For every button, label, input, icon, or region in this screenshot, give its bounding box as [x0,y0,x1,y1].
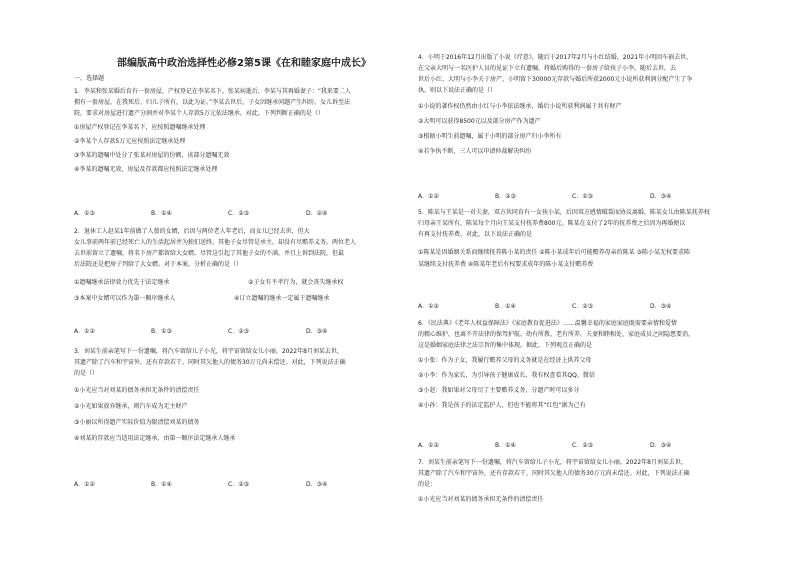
question-2-option: ③本案中女婿可以作为第一顺序继承人 [74,295,176,302]
choice-a[interactable]: A．①② [74,481,95,488]
choice-c[interactable]: C．②③ [228,481,249,488]
question-2-line: 后法院还是把房子判给了大女婿。对于本案，分析正确的是（） [74,261,243,268]
choice-d[interactable]: D．③④ [306,481,328,488]
question-6-option: ④小孙：我是孩子的法定监护人，但也不能将其“红包”据为己有 [418,402,586,409]
question-5-line: 有再支付抚养费。对此，以下说法正确的是 [418,231,533,238]
question-2-option: ④订立遗嘱的继承一定属于遗嘱继承 [234,295,330,302]
question-7-line: 7．刘某生前亲笔写下一份遗嘱，将汽车留给儿子小光，将宇宙留给女儿小丽。2022年8月刘某去世， [418,459,687,466]
question-3-option: ②小光如果放弃继承，则汽车成为无主财产 [74,403,188,410]
question-1-line: 拥有一套房屋，在我死后，归儿子所有，以此为证。”李某去世后，子女因继承问题产生纠纷。女儿诉至法 [74,99,351,106]
question-1-option: ③李某的遗嘱中处分了张某对房屋的份额，该部分遗嘱无效 [74,152,230,159]
choice-c[interactable]: C．②③ [228,210,249,217]
question-4-line: 4．小明于2016年12月出版了小说《疗意》，随后于2017年2月与小红结婚，2021年小明因车祸去世， [418,54,693,61]
choice-a[interactable]: A．①② [418,303,439,310]
question-3-option: ④刘某的存款应当适用法定继承，由第一顺序法定继承人继承 [74,435,236,442]
question-2-line: 2．退休工人赵某1年前做了人赘的女婿，后因与两位老人年老后，而女儿已经去世，但大 [74,228,310,235]
question-5-line: 归母亲王某所有，陈某每个月向王某支付抚养费800元。陈某在支付了2年的抚养费之后因为再婚便以 [418,220,686,227]
choice-c[interactable]: C．①③ [572,193,593,200]
question-7-line: 其遗产除了汽车和宇宙外，还有存款若干，同时其欠他人的债务30万元尚未偿还。对此，下列说法正确 [418,470,690,477]
question-3-line: 的是（） [74,370,99,377]
choice-d[interactable]: D．③④ [650,442,672,449]
question-6-line: 的精心维护，也离不开法律的保驾护航。幼有所教、老有所养、夫妻和睦相处、家庭成员之间隐患要消， [418,331,695,338]
question-1-line: 1．李某和张某婚后育有一套房屋，产权登记在李某名下。张某病逝后，李某与其再婚妻子：“我来要二人 [74,88,351,95]
question-3-option: ③小丽以所得遗产实际价值为限清偿刘某的债务 [74,419,200,426]
choice-a[interactable]: A．①② [418,442,439,449]
choice-d[interactable]: D．③④ [650,303,672,310]
question-4-option: ③根据小明生前遗嘱，属于小明的部分房产归小李所有 [418,133,562,140]
choice-b[interactable]: B．①③ [151,328,172,335]
question-6-option: ③小赵：我如果对父母尽了主要赡养义务，分遗产时可以多分 [418,387,580,394]
question-2-option: ①遗嘱继承法律效力优先于法定继承 [74,279,170,286]
question-1-option: ④李某的遗嘱无效，房屋及存款都应按照法定继承处理 [74,166,218,173]
choice-c[interactable]: C．②③ [228,328,249,335]
question-3-line: 其遗产除了汽车和宇宙外，还有存款若干，同时其欠他人的债务30万元尚未偿还。对此，下列说法正确 [74,359,346,366]
question-3-option: ①小光应当对刘某的债务承担无条件的清偿责任 [74,387,200,394]
question-6-option: ①小张：作为子女，我履行赡养父母的义务就是在经济上供养父母 [418,357,592,364]
question-7-line: 的是： [418,481,437,488]
choice-c[interactable]: C．②③ [572,303,593,310]
question-4-line: 执，则以下说法正确的是（） [418,87,497,94]
question-4-option: ④若争执不断，三人可以申请仲裁解决纠纷 [418,148,532,155]
question-2-line: 女儿事前两年前已经死亡人的生活起居并为独们送终。其他子女尽管是承主，却没有尽赡养义务。两位老人 [74,239,357,246]
choice-b[interactable]: B．①④ [495,442,516,449]
choice-d[interactable]: D．②④ [306,210,328,217]
choice-d[interactable]: D．③④ [306,328,328,335]
choice-b[interactable]: B．①④ [151,481,172,488]
question-5-option: 某继续支付抚养费 ④陈某年老后有权要求成年的陈小某支付赡养费 [418,261,594,268]
question-4-line: 在父亲大明与一名医护人员的见证下立有遗嘱，将婚后购得的一套房子给孩子小李，随后去世。去 [418,65,677,72]
question-3-line: 3．刘某生前亲笔写下一份遗嘱，将汽车留给儿子小光，将宇宙留给女儿小丽。2022年8月刘某去世， [74,348,343,355]
choice-a[interactable]: A．①② [74,328,95,335]
question-1-line: 院，要求对房屋进行遗产分割并对李某个人存款5万元依法继承。对此，下列判断正确的是（） [74,110,324,117]
section-heading: 一、选择题 [74,75,105,82]
question-5-option: ①陈某是因婚姻关系而继续抚养陈小某的责任 ②陈小某成年后可能赡养母亲的陈某 ③陈小某无权要求陈 [418,249,690,256]
question-4-line: 世后小红、大明与小李关于房产，小明留下30000元存款与婚后所获2000元小说所获利润分配产生了争 [418,76,693,83]
question-1-option: ①房屋产权登记在李某名下，应按照遗嘱继承处理 [74,124,206,131]
question-6-line: 这是婚姻家庭法律之法宗旨的集中体现。据此，下列观点正确的是 [418,342,593,349]
choice-c[interactable]: C．②③ [572,442,593,449]
choice-a[interactable]: A．①③ [74,210,95,217]
question-6-option: ②小李：作为家长，为引导孩子健康成长，我有权查看其QQ、微信 [418,372,595,379]
question-6-line: 6．《民法典》《老年人权益保障法》《家庭教育促进法》……温馨幸福的家庭家庭既需要亲情和爱情 [418,320,677,327]
choice-b[interactable]: B．①④ [495,303,516,310]
question-7-option: ①小光应当对刘某的债务承担无条件的清偿责任 [418,496,544,503]
choice-d[interactable]: D．③④ [650,193,672,200]
page-title: 部编版高中政治选择性必修2第5课《在和睦家庭中成长》 [117,58,371,69]
question-5-line: 5．陈某与王某是一对夫妻，双方共同育有一女孩小某，后因双方感情破裂而协议离婚，陈某女儿由陈某抚养权 [418,209,710,216]
choice-b[interactable]: B．①④ [151,210,172,217]
question-2-line: 去世前留立了遗嘱，将名下房产都留给大女婿。尽管这引起了其他子女的不满，并且上诉到法院，但最 [74,250,345,257]
choice-a[interactable]: A．①② [418,193,439,200]
question-4-option: ②大明可以获得8500元以及部分房产作为遗产 [418,118,541,125]
question-1-option: ②李某个人存款5万元应按照法定继承处理 [74,138,186,145]
question-4-option: ①小说的著作权仍然由小红与小李依法继承，婚后小说所获利润属于共有财产 [418,103,622,110]
question-2-option: ②子女有不孝行为，就会丧失继承权 [248,279,344,286]
choice-b[interactable]: B．②③ [495,193,516,200]
